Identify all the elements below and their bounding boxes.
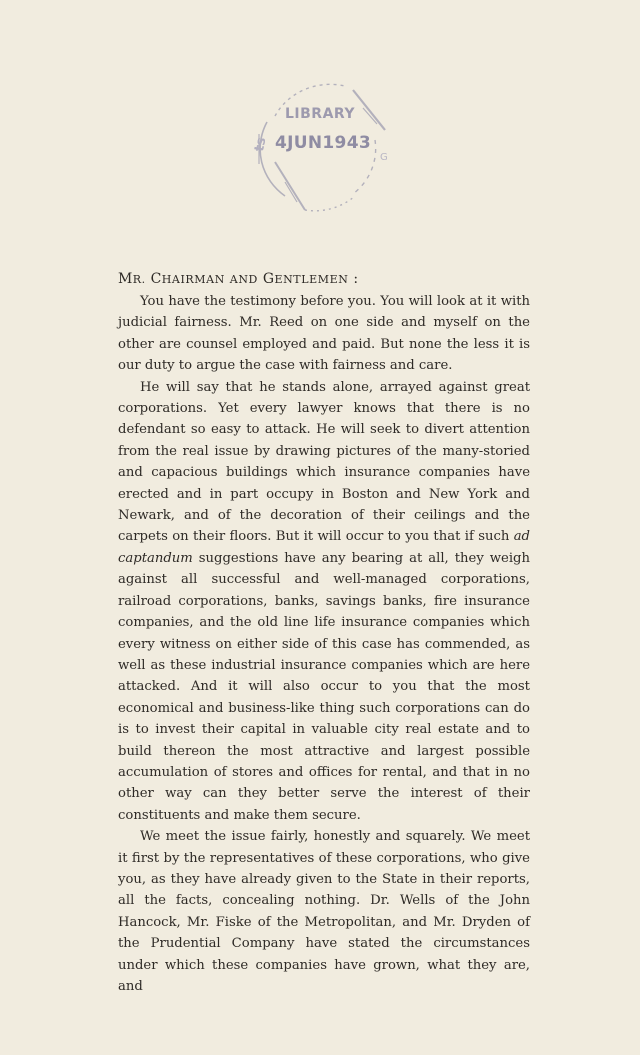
- salutation-mr-rest: R.: [132, 273, 146, 286]
- library-stamp: [245, 78, 395, 213]
- page-text: [118, 268, 530, 997]
- paragraph-2-start: He will say that he stands alone, arrayed against great corporations. Yet every lawyer knows that there is no defendant so easy to attack. He will seek to divert attention from the real issue by drawing pictures of the many-storied and capacious buildings which insurance companies have erected and in part occupy in Boston and New York and Newark, and of the decoration of their ceilings and the carpets on their floors. But it will occur to you that if such: [118, 379, 530, 545]
- salutation-chairman-initial: C: [150, 271, 162, 287]
- svg-text:ts: ts: [252, 136, 270, 153]
- stamp-library-text: LIBRARY: [285, 106, 356, 122]
- stamp-date-text: 4JUN1943: [275, 133, 371, 153]
- paragraph-3: We meet the issue fairly, honestly and squarely. We meet it first by the representatives of these corporations, who give you, as they have already given to the State in their reports, all the facts, concealing nothing. Dr. Wells of the John Hancock, Mr. Fiske of the Metropolitan, and Mr. Dryden of the Prudential Company have stated the circumstances under which these companies have grown, what they are, and: [118, 829, 530, 994]
- paragraph-1: You have the testimony before you. You will look at it with judicial fairness. Mr. Reed on one side and myself on the other are counsel employed and paid. But none the less it is our duty to argue the case with fairness and care.: [118, 294, 530, 374]
- paragraph-2-end: suggestions have any bearing at all, they weigh against all successful and well-managed corporations, railroad corporations, banks, savings banks, fire insurance companies, and the old line life insurance companies which every witness on either side of this case has commended, as well as these industrial insurance companies which are here attacked. And it will also occur to you that the most economical and business-like thing such corporations can do is to invest their capital in valuable city real estate and to build thereon the most attractive and largest possible accumulation of stores and offices for rental, and that in no other way can they better serve the interest of their constituents and make them secure.: [118, 550, 530, 823]
- salutation: [118, 268, 530, 291]
- salutation-gentlemen-initial: G: [262, 271, 275, 287]
- paragraph-2: [118, 377, 530, 827]
- salutation-chairman-rest: HAIRMAN: [161, 273, 225, 286]
- paragraph-2-italic-phrase: ad captandum: [118, 529, 530, 566]
- salutation-and: AND: [229, 273, 258, 286]
- salutation-mr-initial: M: [118, 271, 133, 287]
- svg-text:G: G: [380, 152, 388, 163]
- salutation-colon: :: [348, 271, 359, 287]
- salutation-gentlemen-rest: ENTLEMEN: [274, 273, 349, 286]
